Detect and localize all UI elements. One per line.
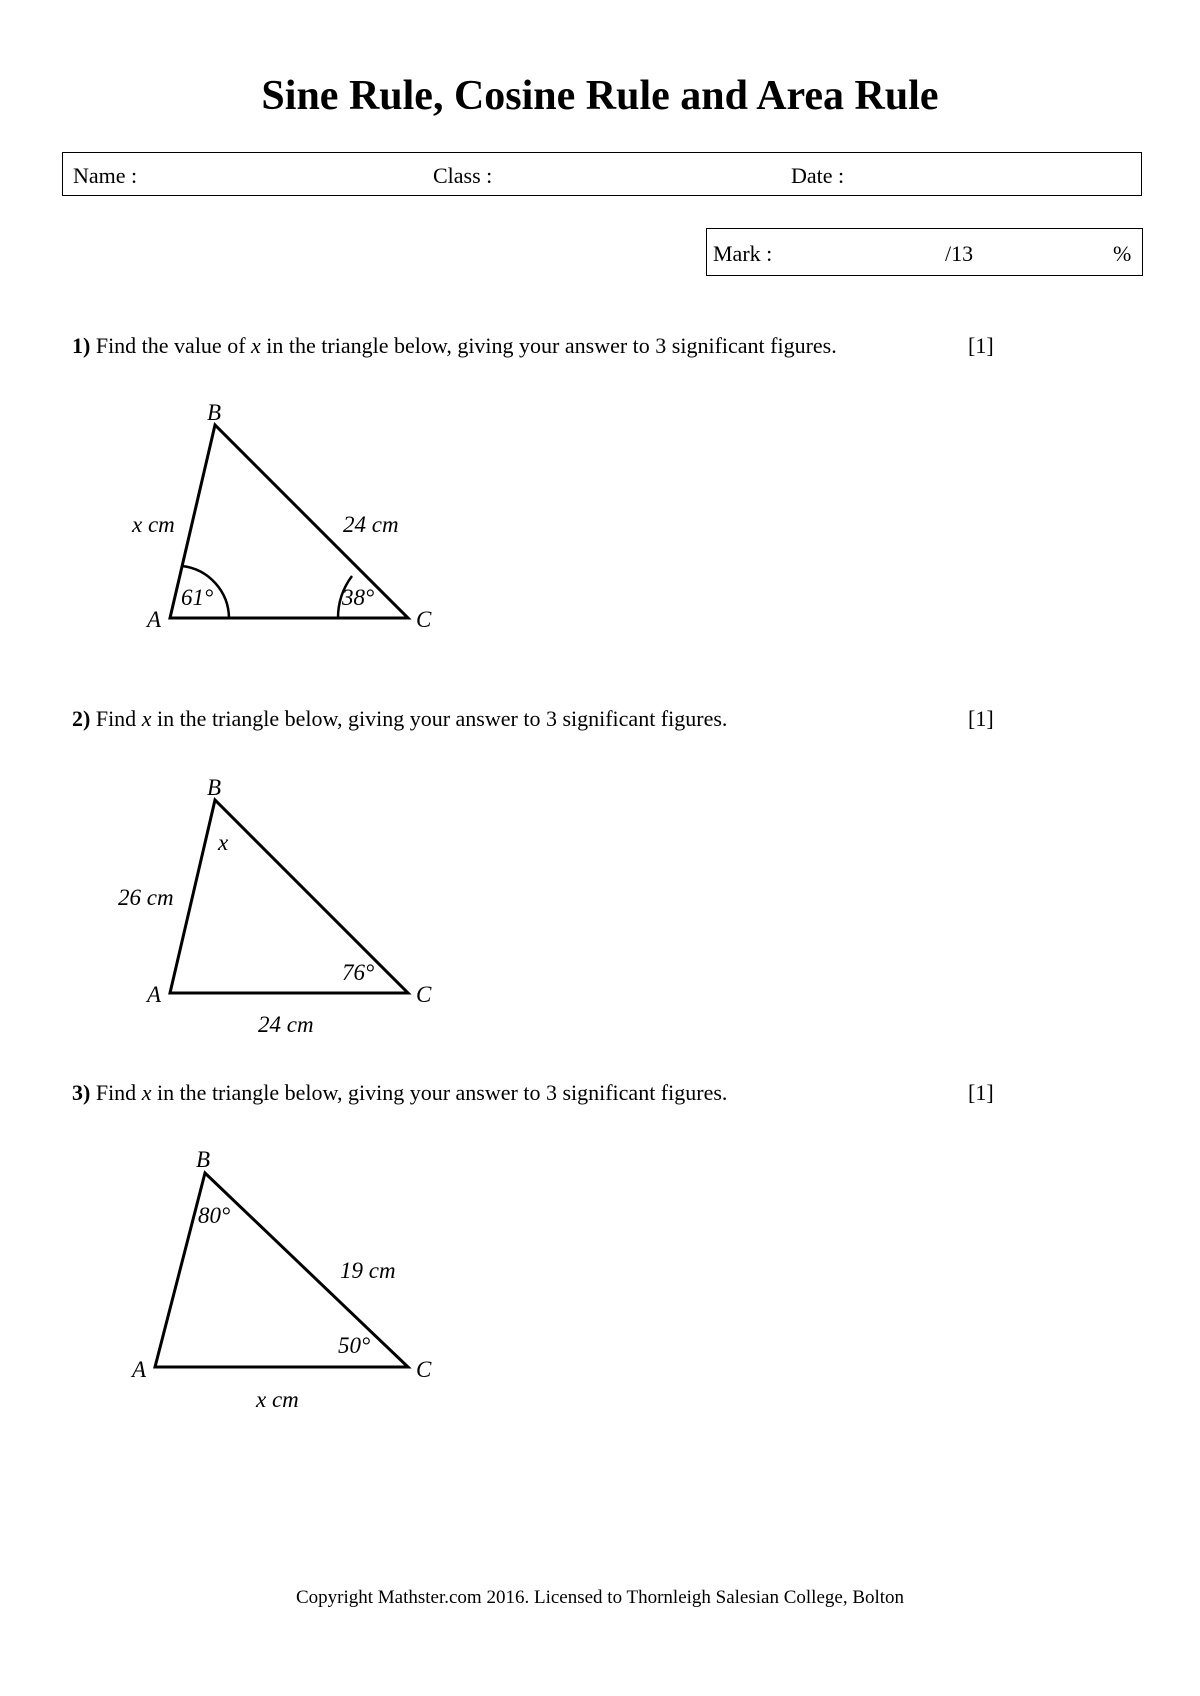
angle-label-b: 80° (198, 1203, 231, 1228)
angle-label-c: 76° (342, 960, 375, 985)
question-variable: x (251, 333, 261, 358)
question-variable: x (141, 706, 152, 731)
angle-label-b: x (218, 830, 229, 855)
mark-percent: % (1113, 241, 1132, 266)
mark-box (706, 228, 1143, 276)
triangle-diagram-2 (0, 765, 1200, 1065)
question-number: 2) (72, 706, 91, 731)
question-number: 3) (72, 1080, 91, 1105)
vertex-label-a: A (132, 1357, 147, 1382)
question-2-marks: [1] (968, 706, 994, 731)
question-1 (72, 333, 837, 359)
question-text-after: in the triangle below, giving your answer to 3 significant figures. (156, 1080, 728, 1105)
vertex-label-b: B (207, 775, 222, 800)
question-variable: x (141, 1080, 152, 1105)
mark-total: /13 (945, 241, 974, 266)
vertex-label-c: C (416, 607, 432, 632)
side-label-bc: 19 cm (340, 1258, 396, 1283)
name-label: Name : (73, 163, 138, 188)
class-label: Class : (433, 163, 493, 188)
side-label-ab: x cm (132, 512, 175, 537)
side-label-bc: 24 cm (343, 512, 399, 537)
mark-label: Mark : (713, 241, 773, 266)
question-3 (72, 1080, 727, 1106)
question-number: 1) (72, 333, 91, 358)
question-text-before: Find the value of (95, 333, 246, 358)
date-label: Date : (791, 163, 845, 188)
question-text-before: Find (95, 706, 137, 731)
question-text-before: Find (95, 1080, 137, 1105)
vertex-label-a: A (147, 982, 162, 1007)
copyright-footer: Copyright Mathster.com 2016. Licensed to Thornleigh Salesian College, Bolton (295, 1587, 905, 1608)
question-1-marks: [1] (968, 333, 994, 358)
vertex-label-b: B (207, 400, 222, 425)
question-text-after: in the triangle below, giving your answer to 3 significant figures. (156, 706, 728, 731)
vertex-label-c: C (416, 982, 432, 1007)
student-info-box (62, 152, 1142, 196)
angle-label-c: 38° (342, 585, 375, 610)
vertex-label-b: B (196, 1147, 211, 1172)
triangle-diagram-3 (0, 1140, 1200, 1440)
angle-label-a: 61° (181, 585, 214, 610)
page-title: Sine Rule, Cosine Rule and Area Rule (261, 73, 939, 119)
angle-label-c: 50° (338, 1333, 371, 1358)
question-3-marks: [1] (968, 1080, 994, 1105)
side-label-ac: 24 cm (258, 1012, 314, 1037)
question-2 (72, 706, 727, 732)
side-label-ac: x cm (256, 1387, 299, 1412)
vertex-label-a: A (147, 607, 162, 632)
triangle-diagram-1 (0, 390, 1200, 690)
question-text-after: in the triangle below, giving your answer to 3 significant figures. (266, 333, 837, 358)
vertex-label-c: C (416, 1357, 432, 1382)
side-label-ab: 26 cm (118, 885, 174, 910)
